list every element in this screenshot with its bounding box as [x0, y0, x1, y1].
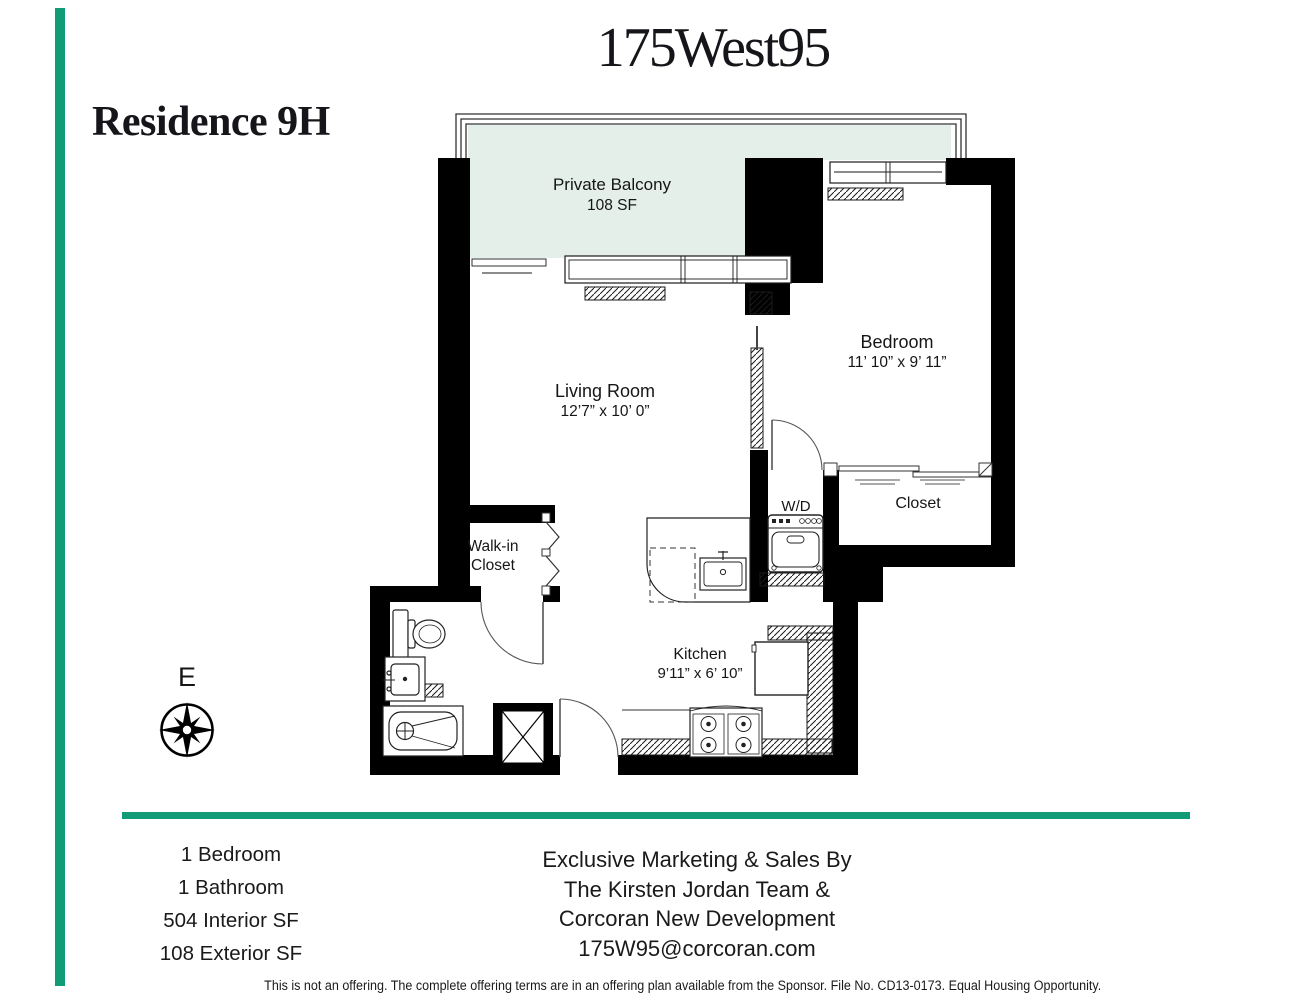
balcony-label: Private Balcony	[552, 175, 672, 194]
balcony-ledge	[472, 259, 546, 266]
marketing-line-2: The Kirsten Jordan Team &	[563, 876, 831, 902]
summary-exterior-sf: 108 Exterior SF	[159, 942, 303, 965]
accent-left-bar	[55, 8, 65, 986]
marketing-email: 175W95@corcoran.com	[578, 935, 816, 961]
walkin-closet-label-1: Walk-in	[467, 538, 519, 555]
bedroom-window	[830, 162, 946, 183]
bedroom-door	[772, 420, 822, 470]
floor-plan	[360, 108, 1020, 788]
shaft	[502, 711, 544, 763]
walkin-closet-label-2: Closet	[471, 557, 515, 574]
summary-bathrooms: 1 Bathroom	[178, 876, 284, 899]
building-logo: 175West95	[596, 17, 830, 79]
compass-direction-label: E	[177, 662, 197, 692]
kitchen-dims: 9’11” x 6’ 10”	[657, 665, 743, 682]
closet-label: Closet	[895, 495, 941, 512]
living-room-label: Living Room	[554, 381, 656, 401]
bathroom-door	[481, 602, 543, 664]
bedroom-label: Bedroom	[860, 332, 934, 352]
compass-rose-icon	[159, 702, 215, 758]
floor-plan-drawing	[360, 108, 1020, 788]
compass	[150, 660, 224, 772]
marketing-line-3: Corcoran New Development	[558, 906, 836, 931]
legal-disclaimer: This is not an offering. The complete offering terms are in an offering plan available from the Sponsor. File No. CD13-0173. Equal Housing Opportunity.	[264, 978, 1102, 993]
closet-sliding-doors	[824, 463, 992, 484]
marketing-line-1: Exclusive Marketing & Sales By	[542, 847, 852, 872]
entry-door	[560, 699, 618, 757]
refrigerator-icon	[752, 642, 808, 695]
divider-rule	[122, 812, 1190, 819]
summary-interior-sf: 504 Interior SF	[163, 909, 299, 932]
kitchen-label: Kitchen	[673, 646, 727, 663]
bedroom-dims: 11’ 10” x 9’ 11”	[847, 354, 947, 371]
balcony-area	[456, 114, 966, 258]
washer-dryer-icon	[768, 515, 823, 572]
summary-bedrooms: 1 Bedroom	[180, 843, 282, 866]
walkin-bifold-doors	[542, 513, 559, 595]
washer-dryer-label: W/D	[781, 498, 811, 515]
balcony-area-label: 108 SF	[587, 197, 637, 214]
toilet-icon	[393, 610, 445, 658]
bathroom-fixtures	[383, 610, 463, 756]
living-room-dims: 12’7” x 10’ 0”	[560, 403, 650, 420]
unit-summary	[96, 838, 366, 970]
residence-title: Residence 9H	[92, 99, 330, 145]
sink-vanity-icon	[383, 657, 425, 701]
marketing-block	[447, 845, 947, 963]
bathtub-icon	[383, 706, 463, 756]
stove-icon	[690, 706, 762, 757]
